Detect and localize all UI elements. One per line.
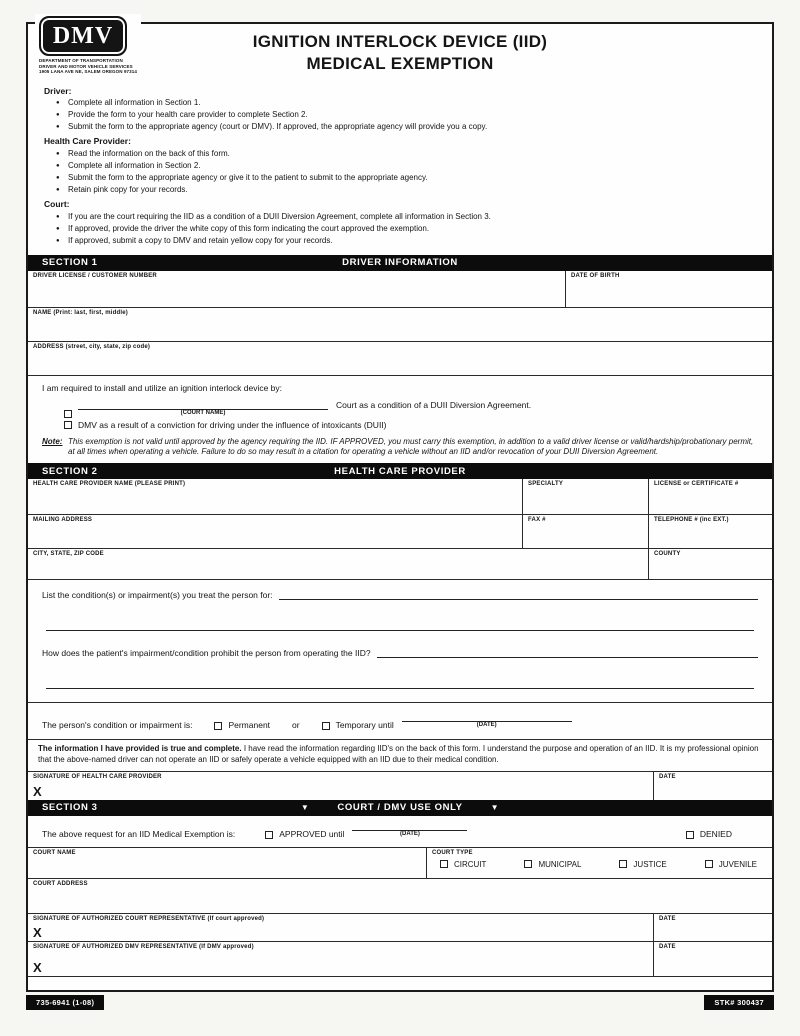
impairment-blank-1[interactable] <box>377 647 758 658</box>
note-label: Note: <box>42 436 63 446</box>
dmv-representative-signature-line[interactable] <box>28 942 653 976</box>
provider-bullet-4: ● Retain pink copy for your records. <box>44 184 758 196</box>
dmv-logo <box>39 16 127 56</box>
or-text: or <box>292 720 300 731</box>
court-representative-signature-line[interactable] <box>28 914 653 941</box>
dmv-representative-signature-label: SIGNATURE OF AUTHORIZED DMV REPRESENTATIVE (If DMV approved) <box>33 943 254 950</box>
dmv-signature-date-field[interactable] <box>653 942 772 976</box>
court-address-field[interactable] <box>28 879 772 913</box>
city-state-zip-field[interactable] <box>28 549 648 579</box>
conditions-blank-1[interactable] <box>279 589 758 600</box>
municipal-label: MUNICIPAL <box>538 859 582 869</box>
provider-instructions-heading: Health Care Provider: <box>44 136 131 147</box>
driver-bullet-3: ● Submit the form to the appropriate agency (court or DMV). If approved, the appropriate agency will provide you a copy. <box>44 121 758 133</box>
approved-date-sublabel: (DATE) <box>399 830 420 837</box>
dmv-option-checkbox[interactable] <box>64 421 72 429</box>
conditions-block <box>28 579 772 689</box>
juvenile-checkbox[interactable] <box>705 860 713 868</box>
fax-label: FAX # <box>528 517 546 524</box>
court-representative-signature-label: SIGNATURE OF AUTHORIZED COURT REPRESENTATIVE (If court approved) <box>33 915 265 922</box>
section3-title-text: COURT / DMV USE ONLY <box>337 802 463 814</box>
condition-duration-prefix: The person's condition or impairment is: <box>42 720 193 731</box>
court-option-text: Court as a condition of a DUII Diversion Agreement. <box>336 399 532 410</box>
driver-license-label: DRIVER LICENSE / CUSTOMER NUMBER <box>33 272 157 279</box>
denied-checkbox[interactable] <box>686 831 694 839</box>
court-name-field[interactable] <box>28 848 426 878</box>
fax-field[interactable] <box>522 515 648 548</box>
condition-duration-row <box>28 702 772 739</box>
provider-signature-line[interactable] <box>28 772 653 800</box>
decision-prefix: The above request for an IID Medical Exemption is: <box>42 828 236 839</box>
dmv-signature-date-label: DATE <box>659 943 676 950</box>
juvenile-label: JUVENILE <box>718 859 757 869</box>
driver-instructions-heading: Driver: <box>44 85 72 96</box>
driver-name-label: NAME (Print: last, first, middle) <box>33 309 128 316</box>
court-signature-date-field[interactable] <box>653 914 772 941</box>
section3-title <box>198 802 602 813</box>
date-of-birth-field[interactable] <box>565 271 772 307</box>
mailing-address-label: MAILING ADDRESS <box>33 517 93 524</box>
county-label: COUNTY <box>654 551 681 558</box>
impairment-label: How does the patient's impairment/condition prohibit the person from operating the IID? <box>42 648 371 659</box>
county-field[interactable] <box>648 549 772 579</box>
section1-label: SECTION 1 <box>42 257 98 269</box>
permanent-label: Permanent <box>228 720 271 731</box>
provider-signature-x: X <box>33 783 42 799</box>
form-title-line-2: MEDICAL EXEMPTION <box>306 53 494 73</box>
justice-label: JUSTICE <box>633 859 667 869</box>
note-text: This exemption is not valid until approved by the agency requiring the IID. IF APPROVED, you must carry this exemption, in addition to a valid driver license or valid/hardship/probationary permit, at all times when operating a vehicle. Failure to do so may result in a citation for operating a vehicle without an IID and/or revocation of your DUII Diversion Agreement. <box>68 436 754 456</box>
stock-number: STK# 300437 <box>704 995 774 1010</box>
iid-requirement-intro: I am required to install and utilize an ignition interlock device by: <box>42 382 283 393</box>
court-representative-signature-x: X <box>33 924 42 940</box>
court-address-label: COURT ADDRESS <box>33 880 88 887</box>
court-type-field <box>426 848 772 878</box>
city-state-zip-label: CITY, STATE, ZIP CODE <box>33 551 104 558</box>
telephone-field[interactable] <box>648 515 772 548</box>
certification-bold: The information I have provided is true and complete. <box>38 744 242 754</box>
provider-signature-date-field[interactable] <box>653 772 772 800</box>
license-certificate-field[interactable] <box>648 479 772 514</box>
temporary-label: Temporary until <box>335 720 394 731</box>
dmv-option-text: DMV as a result of a conviction for driving under the influence of intoxicants (DUII) <box>78 419 387 430</box>
form-number: 735-6941 (1-08) <box>26 995 104 1010</box>
section2-title: HEALTH CARE PROVIDER <box>334 465 466 477</box>
court-bullet-1: ● If you are the court requiring the IID as a condition of a DUII Diversion Agreement, complete all information in Section 3. <box>44 211 758 223</box>
form-title-line-1: IGNITION INTERLOCK DEVICE (IID) <box>252 32 548 51</box>
section2-bar <box>28 463 772 479</box>
provider-bullet-3: ● Submit the form to the appropriate agency or give it to the patient to submit to the appropriate agency. <box>44 172 758 184</box>
circuit-checkbox[interactable] <box>440 860 448 868</box>
court-signature-date-label: DATE <box>659 915 676 922</box>
section3-label: SECTION 3 <box>42 802 98 814</box>
provider-name-label: HEALTH CARE PROVIDER NAME (PLEASE PRINT) <box>33 481 186 488</box>
dmv-logo-text: DMV <box>52 22 114 49</box>
agency-line-3: 1905 LANA AVE NE, SALEM OREGON 97314 <box>39 69 137 75</box>
date-of-birth-label: DATE OF BIRTH <box>571 272 620 279</box>
section1-bar <box>28 255 772 271</box>
court-type-label: COURT TYPE <box>432 849 473 856</box>
driver-license-field[interactable] <box>28 271 565 307</box>
driver-name-field[interactable] <box>28 308 772 341</box>
exemption-note <box>42 437 758 458</box>
instructions <box>28 77 772 255</box>
provider-signature-label: SIGNATURE OF HEALTH CARE PROVIDER <box>33 773 162 780</box>
form-footer <box>26 995 774 1010</box>
temporary-checkbox[interactable] <box>322 722 330 730</box>
court-bullet-3: ● If approved, submit a copy to DMV and retain yellow copy for your records. <box>44 235 758 247</box>
section1-title: DRIVER INFORMATION <box>342 257 458 269</box>
temporary-date-sublabel: (DATE) <box>476 722 497 729</box>
approved-checkbox[interactable] <box>265 831 273 839</box>
agency-line-1: DEPARTMENT OF TRANSPORTATION <box>39 58 123 63</box>
denied-label: DENIED <box>699 828 732 839</box>
court-bullet-2: ● If approved, provide the driver the white copy of this form indicating the court approved the exemption. <box>44 223 758 235</box>
court-name-label: COURT NAME <box>33 849 76 856</box>
specialty-label: SPECIALTY <box>528 481 564 488</box>
court-instructions-heading: Court: <box>44 199 70 209</box>
temporary-date-blank[interactable] <box>402 711 572 722</box>
court-name-blank[interactable] <box>78 399 328 410</box>
municipal-checkbox[interactable] <box>524 860 532 868</box>
provider-certification <box>28 739 772 771</box>
driver-bullet-2: ● Provide the form to your health care provider to complete Section 2. <box>44 109 758 121</box>
provider-bullet-1: ● Read the information on the back of this form. <box>44 148 758 160</box>
mailing-address-field[interactable] <box>28 515 522 548</box>
provider-name-field[interactable] <box>28 479 522 514</box>
dmv-representative-signature-x: X <box>33 959 42 975</box>
telephone-label: TELEPHONE # (inc EXT.) <box>654 517 729 524</box>
agency-line-2: DRIVER AND MOTOR VEHICLE SERVICES <box>39 63 133 69</box>
exemption-decision-row <box>28 816 772 847</box>
driver-address-field[interactable] <box>28 342 772 375</box>
license-certificate-label: LICENSE or CERTIFICATE # <box>654 481 739 488</box>
circuit-label: CIRCUIT <box>454 859 487 869</box>
certification-rest: I have read the information regarding IID's on the back of this form. I understand the purpose and operation of an IID. It is my professional opinion that the above-named driver can not operate an IID or safely operate a vehicle equipped with an IID due to their medical condition. <box>38 744 759 764</box>
iid-requirement-block <box>28 375 772 464</box>
form-frame <box>26 22 774 992</box>
section3-bar <box>28 800 772 816</box>
court-option-checkbox[interactable] <box>64 410 72 418</box>
impairment-blank-2[interactable] <box>46 678 754 689</box>
justice-checkbox[interactable] <box>619 860 627 868</box>
conditions-blank-2[interactable] <box>46 620 754 631</box>
permanent-checkbox[interactable] <box>214 722 222 730</box>
provider-bullet-2: ● Complete all information in Section 2. <box>44 160 758 172</box>
conditions-label: List the condition(s) or impairment(s) you treat the person for: <box>42 590 273 601</box>
down-triangle-icon: ▼ <box>490 803 500 813</box>
dmv-logo-block <box>35 14 141 76</box>
down-triangle-icon: ▼ <box>300 803 310 813</box>
court-name-sublabel: (COURT NAME) <box>180 409 226 416</box>
driver-address-label: ADDRESS (street, city, state, zip code) <box>33 343 151 350</box>
provider-signature-date-label: DATE <box>659 773 676 780</box>
approved-label: APPROVED until <box>279 828 345 839</box>
form-sheet <box>26 0 774 992</box>
approved-until-date-blank[interactable] <box>352 820 467 831</box>
section2-label: SECTION 2 <box>42 465 98 477</box>
driver-bullet-1: ● Complete all information in Section 1. <box>44 97 758 109</box>
specialty-field[interactable] <box>522 479 648 514</box>
